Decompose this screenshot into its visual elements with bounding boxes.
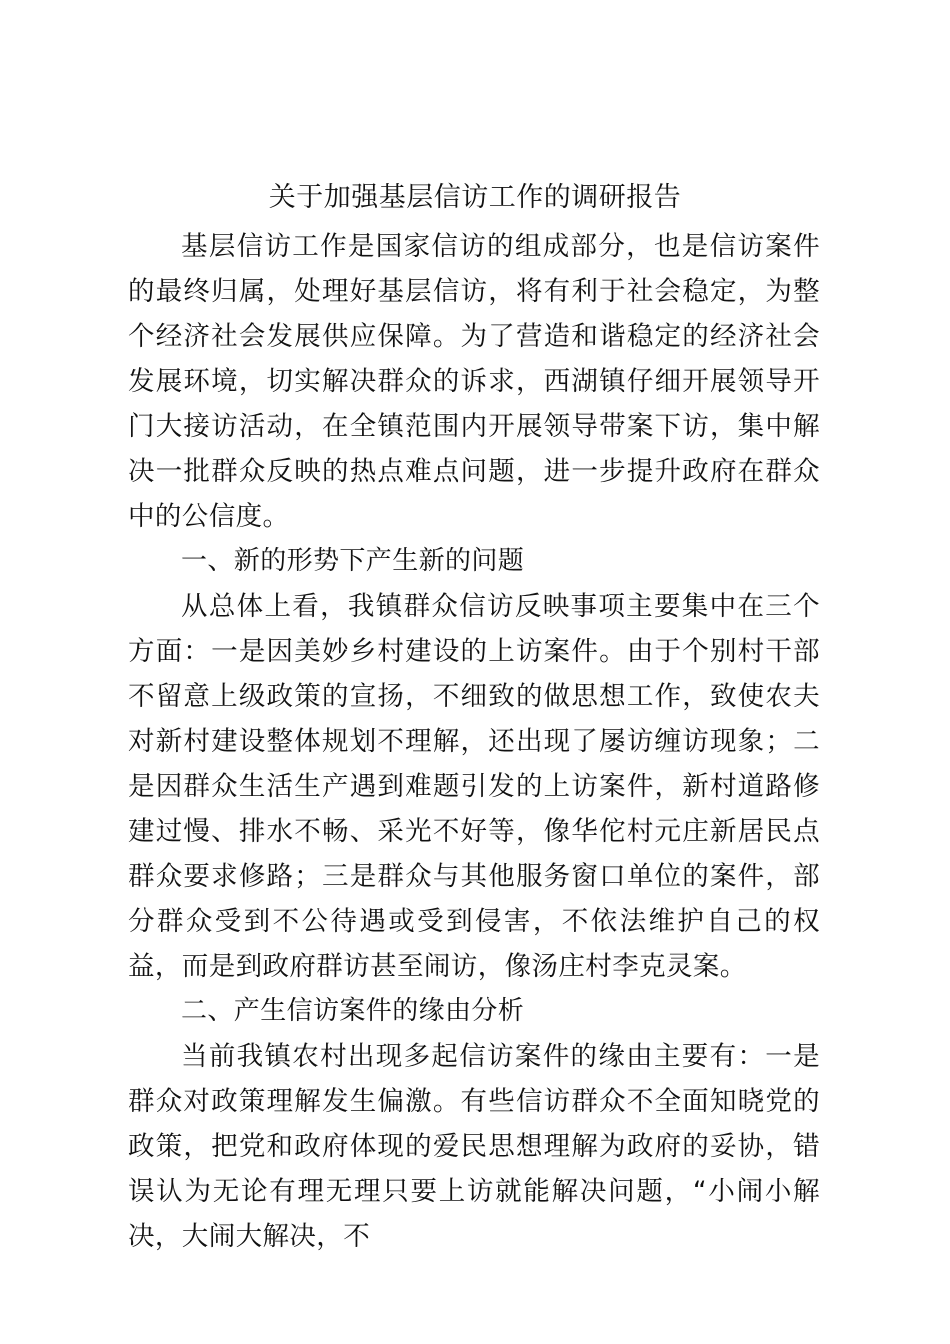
paragraph-section-2: 当前我镇农村出现多起信访案件的缘由主要有：一是群众对政策理解发生偏激。有些信访群众不全面知晓党的政策，把党和政府体现的爱民思想理解为政府的妥协，错误认为无论有理无理只要上访就能解决问题，“小闹小解决，大闹大解决，不 xyxy=(128,1041,820,1252)
section-heading-2: 二、产生信访案件的缘由分析 xyxy=(181,996,525,1026)
document-body xyxy=(128,224,820,1259)
section-heading-1: 一、新的形势下产生新的问题 xyxy=(181,546,525,576)
document-title: 关于加强基层信访工作的调研报告 xyxy=(268,182,682,213)
paragraph-intro: 基层信访工作是国家信访的组成部分，也是信访案件的最终归属，处理好基层信访，将有利于社会稳定，为整个经济社会发展供应保障。为了营造和谐稳定的经济社会发展环境，切实解决群众的诉求，西湖镇仔细开展领导开门大接访活动，在全镇范围内开展领导带案下访，集中解决一批群众反映的热点难点问题，进一步提升政府在群众中的公信度。 xyxy=(128,231,820,532)
paragraph-section-1: 从总体上看，我镇群众信访反映事项主要集中在三个方面：一是因美妙乡村建设的上访案件。由于个别村干部不留意上级政策的宣扬，不细致的做思想工作，致使农夫对新村建设整体规划不理解，还出现了屡访缠访现象；二是因群众生活生产遇到难题引发的上访案件，新村道路修建过慢、排水不畅、采光不好等，像华佗村元庄新居民点群众要求修路；三是群众与其他服务窗口单位的案件，部分群众受到不公待遇或受到侵害，不依法维护自己的权益，而是到政府群访甚至闹访，像汤庄村李克灵案。 xyxy=(128,591,820,982)
